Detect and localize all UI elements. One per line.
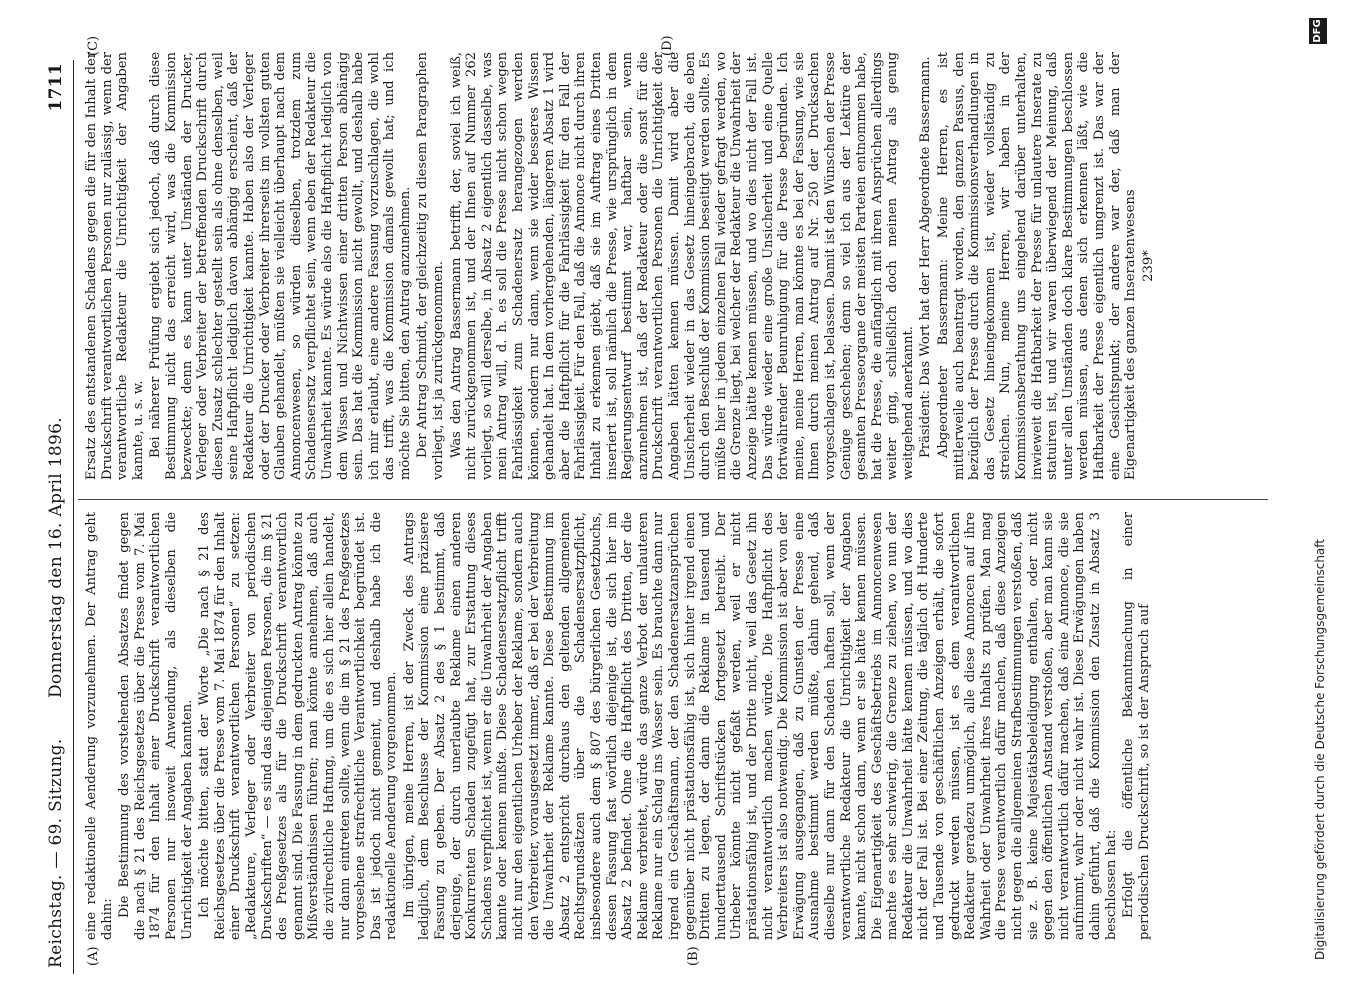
page-number: 1711 [46,63,66,112]
column-divider [78,499,1268,500]
signature-mark: 239* [1140,250,1156,282]
paragraph: Der Antrag Schmidt, der gleichzeitig zu diesem Paragraphen vorliegt, ist ja zurückgenommen. [415,52,447,480]
header-date: Donnerstag den 16. April 1896. [46,417,66,698]
column-right [84,52,1294,480]
speaker-president: Präsident: Das Wort hat der Herr Abgeordnete Bassermann. [918,56,934,458]
paragraph: Bei näherer Prüfung ergiebt sich jedoch, daß durch diese Bestimmung nicht das erreicht wird, was die Kommission bezweckte; denn es kann unter Umständen der Drucker, Verleger oder Verbreiter der betreffenden Druckschrift durch diesen Zusatz schlechter gestellt sein als ohne denselben, weil seine Haftpflicht lediglich davon abhängig erscheint, daß der Redakteur die Unrichtigkeit kannte. Haben also der Verleger oder der Drucker oder Verbreiter ihrerseits im vollsten guten Glauben gehandelt, müßten sie vielleicht überhaupt nach dem Annoncenwesen, so würden dieselben, trotzdem zum Schadensersatz verpflichtet sein, wenn eben der Redakteur die Unwahrheit kannte. Es würde also die Haftpflicht lediglich von dem Wissen und Nichtwissen einer dritten Person abhängig sein. Das hat die Kommission nicht gewollt, und deshalb habe ich mir erlaubt, eine andere Fassung vorzuschlagen, die wohl das trifft, was die Kommission damals gewollt hat; und ich möchte Sie bitten, den Antrag anzunehmen. [148,52,413,480]
paragraph-quote: Erfolgt die öffentliche Bekanntmachung in einer periodischen Druckschrift, so ist der Anspruch auf [1121,512,1152,940]
digitization-footer [1313,40,1331,960]
page-header [46,63,70,968]
paragraph: Im übrigen, meine Herren, ist der Zweck des Antrags lediglich, dem Beschlusse der Kommission eine präzisere Fassung zu geben. Der Absatz 2 des § 1 bestimmt, daß derjenige, der durch unerlaubte Reklame einen anderen Konkurrenten Schaden zugefügt hat, zur Erstattung dieses Schadens verpflichtet ist, wenn er die Unwahrheit der Angaben kannte oder kennen mußte. Diese Schadensersatzpflicht trifft nicht nur den eigentlichen Urheber der Reklame, sondern auch den Verbreiter, vorausgesetzt immer, daß er bei der Verbreitung die Unwahrheit der Reklame kannte. Diese Bestimmung im Absatz 2 entspricht durchaus den geltenden allgemeinen Rechtsgrundsätzen über die Schadensersatzpflicht, insbesondere auch dem § 807 des bürgerlichen Gesetzbuchs, dessen Fassung fast wörtlich diejenige ist, die sich hier im Absatz 2 befindet. Ohne die Haftpflicht des Dritten, der die Reklame verbreitet, würde das ganze Verbot der unlauteren Reklame nur ein Schlag ins Wasser sein. Es brauchte dann nur irgend ein Geschäftsmann, der den Schadenersatzansprüchen gegenüber nicht prästationsfähig ist, sich hinter irgend einen Dritten zu legen, der dann die Reklame in tausend und hunderttausend Schriftstücken fortgesetzt betreibt. Der Urheber könnte nicht gefaßt werden, weil er nicht prästationsfähig ist, und der Dritte nicht, weil das Gesetz ihn nicht verantwortlich machen würde. Die Haftpflicht des Verbreiters ist also notwendig. Die Kommission ist aber von der Erwägung ausgegangen, daß zu Gunsten der Presse eine Ausnahme bestimmt werden müßte, dahin gehend, daß dieselbe nur dann für den Schaden haften soll, wenn der verantwortliche Redakteur die Unrichtigkeit der Angaben kannte, nicht schon dann, wenn er sie hätte kennen müssen. Die Eigenartigkeit des Geschäftsbetriebs im Annoncenwesen machte es sehr schwierig, die Grenze zu ziehen, wo nun der Redakteur die Unwahrheit hätte kennen müssen, und wo dies nicht der Fall ist. Bei einer Zeitung, die täglich oft Hunderte und Tausende von geschäftlichen Anzeigen erhält, die sofort gedruckt werden müssen, ist es dem verantwortlichen Redakteur geradezu unmöglich, alle diese Annoncen auf ihre Wahrheit oder Unwahrheit ihres Inhalts zu prüfen. Man mag die Presse verantwortlich dafür machen, daß diese Anzeigen nicht gegen die allgemeinen Strafbestimmungen verstoßen, daß sie z. B. keine Majestätsbeleidigung enthalten, oder nicht gegen den öffentlichen Anstand verstoßen, aber man kann sie nicht verantwortlich dafür machen, daß eine Annonce, die sie aufnimmt, wahr oder nicht wahr ist. Diese Erwägungen haben dahin geführt, daß die Kommission den Zusatz in Absatz 3 beschlossen hat: [401,512,1119,940]
margin-marker-a: (A) [86,946,101,966]
paragraph-quote: Die Bestimmung des vorstehenden Absatzes findet gegen die nach § 21 des Reichsgesetzes über die Presse vom 7. Mai 1874 für den Inhalt einer Druckschrift verantwortlichen Personen nur insoweit Anwendung, als dieselben die Unrichtigkeit der Angaben kannten. [117,512,195,940]
dfg-logo: DFG [1309,18,1327,44]
paragraph: eine redaktionelle Aenderung vorzunehmen. Der Antrag geht dahin: [84,512,115,940]
paragraph: Ich möchte bitten, statt der Worte „Die nach § 21 des Reichsgesetzes über die Presse vom 7. Mai 1874 für den Inhalt einer Druckschrift verantwortlichen Personen“ zu setzen: „Redakteure, Verleger oder Verbreiter von periodischen Druckschriften“ — es sind das diejenigen Personen, die im § 21 des Preßgesetzes als für die Druckschrift verantwortlich genannt sind. Die Fassung in dem gedruckten Antrag könnte zu Mißverständnissen führen; man könnte annehmen, daß auch die zivilrechtliche Haftung, um die es sich hier allein handelt, nur dann eintreten sollte, wenn die im § 21 des Preßgesetzes vorgesehene strafrechtliche Verantwortlichkeit begründet ist. Das ist jedoch nicht gemeint, und deshalb habe ich die redaktionelle Aenderung vorgenommen. [197,512,400,940]
column-left [84,512,1294,940]
margin-marker-d: (D) [660,35,675,56]
margin-marker-c: (C) [86,35,101,56]
speaker-bassermann: Abgeordneter Bassermann: Meine Herren, es ist mittlerweile auch beantragt worden, den ganzen Passus, den bezüglich der Presse durch die Kommissionsverhandlungen in das Gesetz hineingekommen ist, wieder vollständig zu streichen. Nun, meine Herren, wir haben in der Kommissionsberathung uns eingehend darüber unterhalten, inwieweit die Haftbarkeit der Presse für unlautere Inserate zu statuiren ist, und wir waren überwiegend der Meinung, daß unter allen Umständen doch klare Bestimmungen beschlossen werden müssen, aus denen sich erkennen läßt, wie die Haftbarkeit der Presse eigentlich umgrenzt ist. Das war der eine Gesichtspunkt; der andere war der, daß man der Eigenartigkeit des ganzen Inseratenwesens [936,52,1139,480]
header-rule [73,60,74,974]
header-session: Reichstag. — 69. Sitzung. [46,738,66,968]
paragraph: Was den Antrag Bassermann betrifft, der, soviel ich weiß, nicht zurückgenommen ist, und der Ihnen auf Nummer 262 vorliegt, so will derselbe, in Absatz 2 eigentlich dasselbe, was mein Antrag will, d. h. es soll die Presse nicht schon wegen Fahrlässigkeit zum Schadenersatz herangezogen werden können, sondern nur dann, wenn sie wider besseres Wissen gehandelt hat. In dem vorhergehenden, längeren Absatz 1 wird aber die Haftpflicht für die Fahrlässigkeit für den Fall der Fahrlässigkeit. Für den Fall, daß die Annonce nicht durch ihren Inhalt zu erkennen giebt, daß sie im Auftrag eines Dritten inseriert ist, soll nämlich die Presse, wie ursprünglich in dem Regierungsentwurf bestimmt war, haftbar sein, wenn anzunehmen ist, daß der Redakteur oder die sonst für die Druckschrift verantwortlichen Personen die Unrichtigkeit der Angaben hätten kennen müssen. Damit wird aber die Unsicherheit wieder in das Gesetz hineingebracht, die eben durch den Beschluß der Kommission beseitigt werden sollte. Es müßte hier in jedem einzelnen Fall wieder gefragt werden, wo die Grenze liegt, bei welcher der Redakteur die Unwahrheit der Anzeige hätte kennen müssen, und wo dies nicht der Fall ist. Das würde wieder eine große Unsicherheit und eine Quelle fortwährender Beunruhigung für die Presse begründen. Ich meine, meine Herren, man könnte es bei der Fassung, wie sie Ihnen durch meinen Antrag auf Nr. 250 der Drucksachen vorgeschlagen ist, belassen. Damit ist den Wünschen der Presse Genüge geschehen; denn so viel ich aus der Lektüre der gesamten Presseorgane der meisten Parteien entnommen habe, hat die Presse, die anfänglich mit ihren Ansprüchen allerdings weiter ging, schließlich doch meinen Antrag als genug weitgehend anerkannt. [448,52,916,480]
footer-text: Digitalisierung gefördert durch die Deutsche Forschungsgemeinschaft [1313,538,1327,960]
margin-marker-b: (B) [686,946,701,966]
paragraph: Ersatz des entstandenen Schadens gegen die für den Inhalt der Druckschrift verantwortlichen Personen nur zulässig, wenn der verantwortliche Redakteur die Unrichtigkeit der Angaben kannte, u. s. w. [84,52,146,480]
